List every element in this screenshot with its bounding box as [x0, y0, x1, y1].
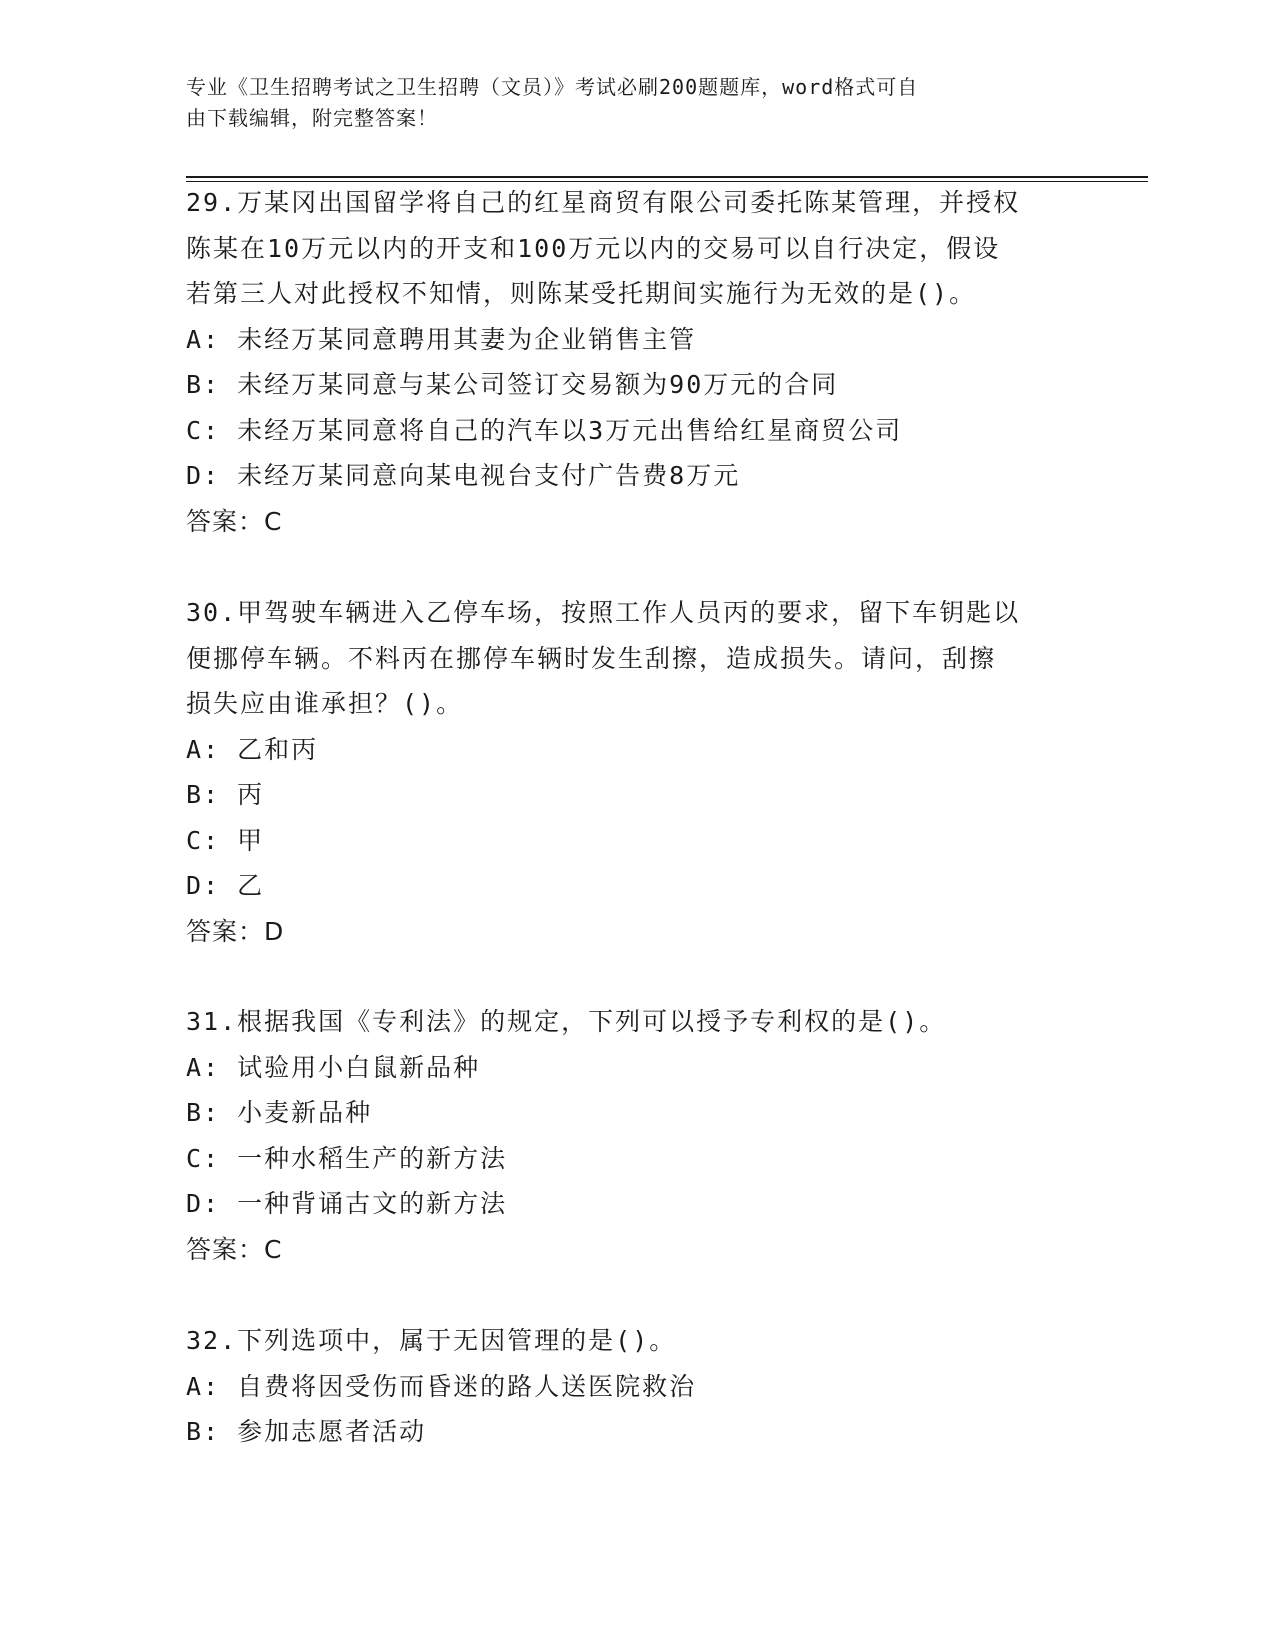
question-30	[186, 590, 1086, 954]
question-stem-line: 陈某在10万元以内的开支和100万元以内的交易可以自行决定，假设	[186, 233, 1001, 263]
option-b: B: 丙	[186, 780, 265, 809]
question-stem-line: 32.下列选项中，属于无因管理的是()。	[186, 1326, 677, 1355]
option-a: A: 未经万某同意聘用其妻为企业销售主管	[186, 324, 697, 354]
option-b: B: 参加志愿者活动	[186, 1417, 427, 1446]
option-c: C: 一种水稻生产的新方法	[186, 1143, 508, 1173]
option-a: A: 乙和丙	[186, 734, 319, 764]
header-rule-thick	[186, 176, 1148, 178]
question-stem-line: 30.甲驾驶车辆进入乙停车场，按照工作人员丙的要求，留下车钥匙以	[186, 598, 1021, 627]
question-31	[186, 999, 1086, 1272]
answer: 答案：D	[186, 916, 285, 946]
option-d: D: 乙	[186, 871, 265, 900]
answer: 答案：C	[186, 506, 283, 536]
option-c: C: 甲	[186, 825, 265, 855]
option-a: A: 自费将因受伤而昏迷的路人送医院救治	[186, 1371, 697, 1401]
header-line-2: 由下载编辑，附完整答案！	[186, 106, 438, 130]
document-header	[186, 72, 1066, 134]
header-line-1: 专业《卫生招聘考试之卫生招聘（文员）》考试必刷200题题库，word格式可自	[186, 75, 919, 99]
question-stem-line: 损失应由谁承担？()。	[186, 689, 464, 718]
question-32	[186, 1318, 1086, 1455]
option-d: D: 未经万某同意向某电视台支付广告费8万元	[186, 461, 741, 490]
option-a: A: 试验用小白鼠新品种	[186, 1052, 481, 1082]
question-stem-line: 便挪停车辆。不料丙在挪停车辆时发生刮擦，造成损失。请问，刮擦	[186, 643, 997, 673]
question-29	[186, 180, 1086, 544]
option-b: B: 小麦新品种	[186, 1098, 373, 1127]
option-d: D: 一种背诵古文的新方法	[186, 1189, 508, 1218]
question-stem-line: 若第三人对此授权不知情，则陈某受托期间实施行为无效的是()。	[186, 279, 977, 308]
question-stem-line: 29.万某冈出国留学将自己的红星商贸有限公司委托陈某管理，并授权	[186, 188, 1021, 217]
answer: 答案：C	[186, 1234, 283, 1264]
question-stem-line: 31.根据我国《专利法》的规定，下列可以授予专利权的是()。	[186, 1007, 947, 1036]
option-b: B: 未经万某同意与某公司签订交易额为90万元的合同	[186, 370, 839, 399]
option-c: C: 未经万某同意将自己的汽车以3万元出售给红星商贸公司	[186, 415, 903, 445]
